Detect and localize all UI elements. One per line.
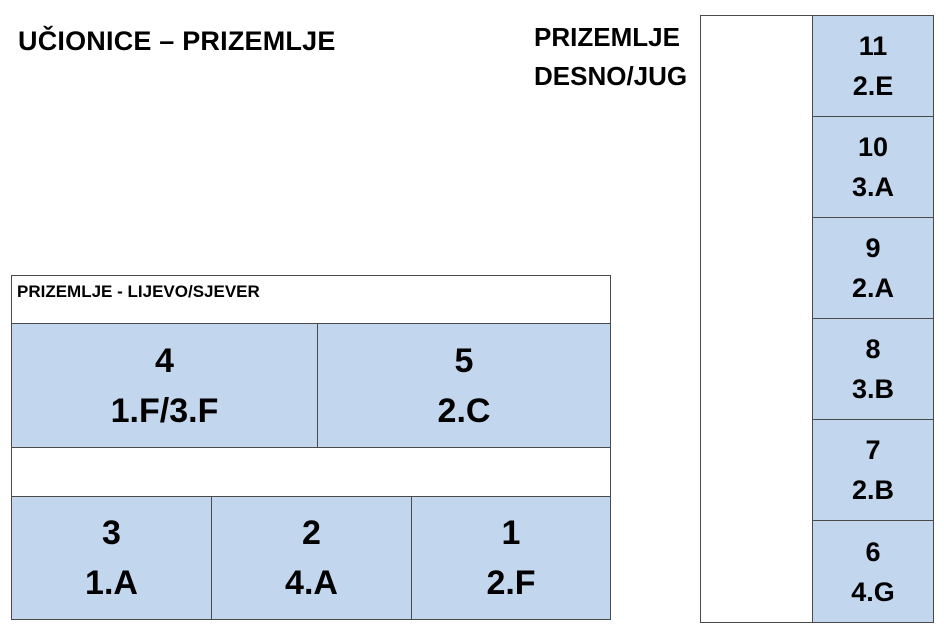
room-number: 4 [155, 341, 174, 380]
room-3 [12, 497, 212, 619]
room-10 [813, 117, 933, 218]
right-wing-heading [534, 18, 687, 96]
room-number: 8 [865, 334, 881, 364]
room-class: 2.A [851, 273, 895, 303]
room-2 [212, 497, 412, 619]
left-wing-floorplan [11, 275, 611, 620]
left-wing-corridor [12, 447, 610, 497]
room-number: 11 [858, 31, 888, 61]
room-class: 3.A [851, 172, 895, 202]
page-title: UČIONICE – PRIZEMLJE [18, 26, 336, 56]
room-number: 3 [102, 514, 121, 552]
room-number: 10 [857, 132, 889, 162]
room-1 [412, 497, 610, 619]
room-class: 2.B [851, 475, 895, 505]
right-wing-floorplan [812, 15, 934, 623]
room-class: 2.C [437, 391, 491, 430]
room-class: 2.F [486, 564, 536, 602]
room-8 [813, 319, 933, 420]
room-class: 3.B [851, 374, 895, 404]
room-number: 9 [865, 233, 881, 263]
right-wing-heading-line-1: PRIZEMLJE [534, 22, 680, 52]
room-number: 6 [865, 536, 881, 567]
room-class: 1.A [85, 564, 138, 602]
room-number: 7 [865, 435, 881, 465]
room-7 [813, 420, 933, 521]
room-number: 2 [302, 514, 321, 552]
left-wing-label: PRIZEMLJE - LIJEVO/SJEVER [12, 276, 610, 324]
room-11 [813, 16, 933, 117]
room-class: 4.G [851, 576, 895, 607]
room-number: 1 [501, 514, 521, 552]
right-wing-corridor [700, 15, 813, 623]
room-6 [813, 521, 933, 622]
room-class: 4.A [285, 564, 338, 602]
room-9 [813, 218, 933, 319]
right-wing-heading-line-2: DESNO/JUG [534, 61, 688, 91]
room-class: 1.F/3.F [110, 391, 219, 430]
room-number: 5 [454, 341, 474, 380]
room-5 [318, 324, 610, 447]
room-class: 2.E [852, 71, 894, 101]
room-4 [12, 324, 318, 447]
